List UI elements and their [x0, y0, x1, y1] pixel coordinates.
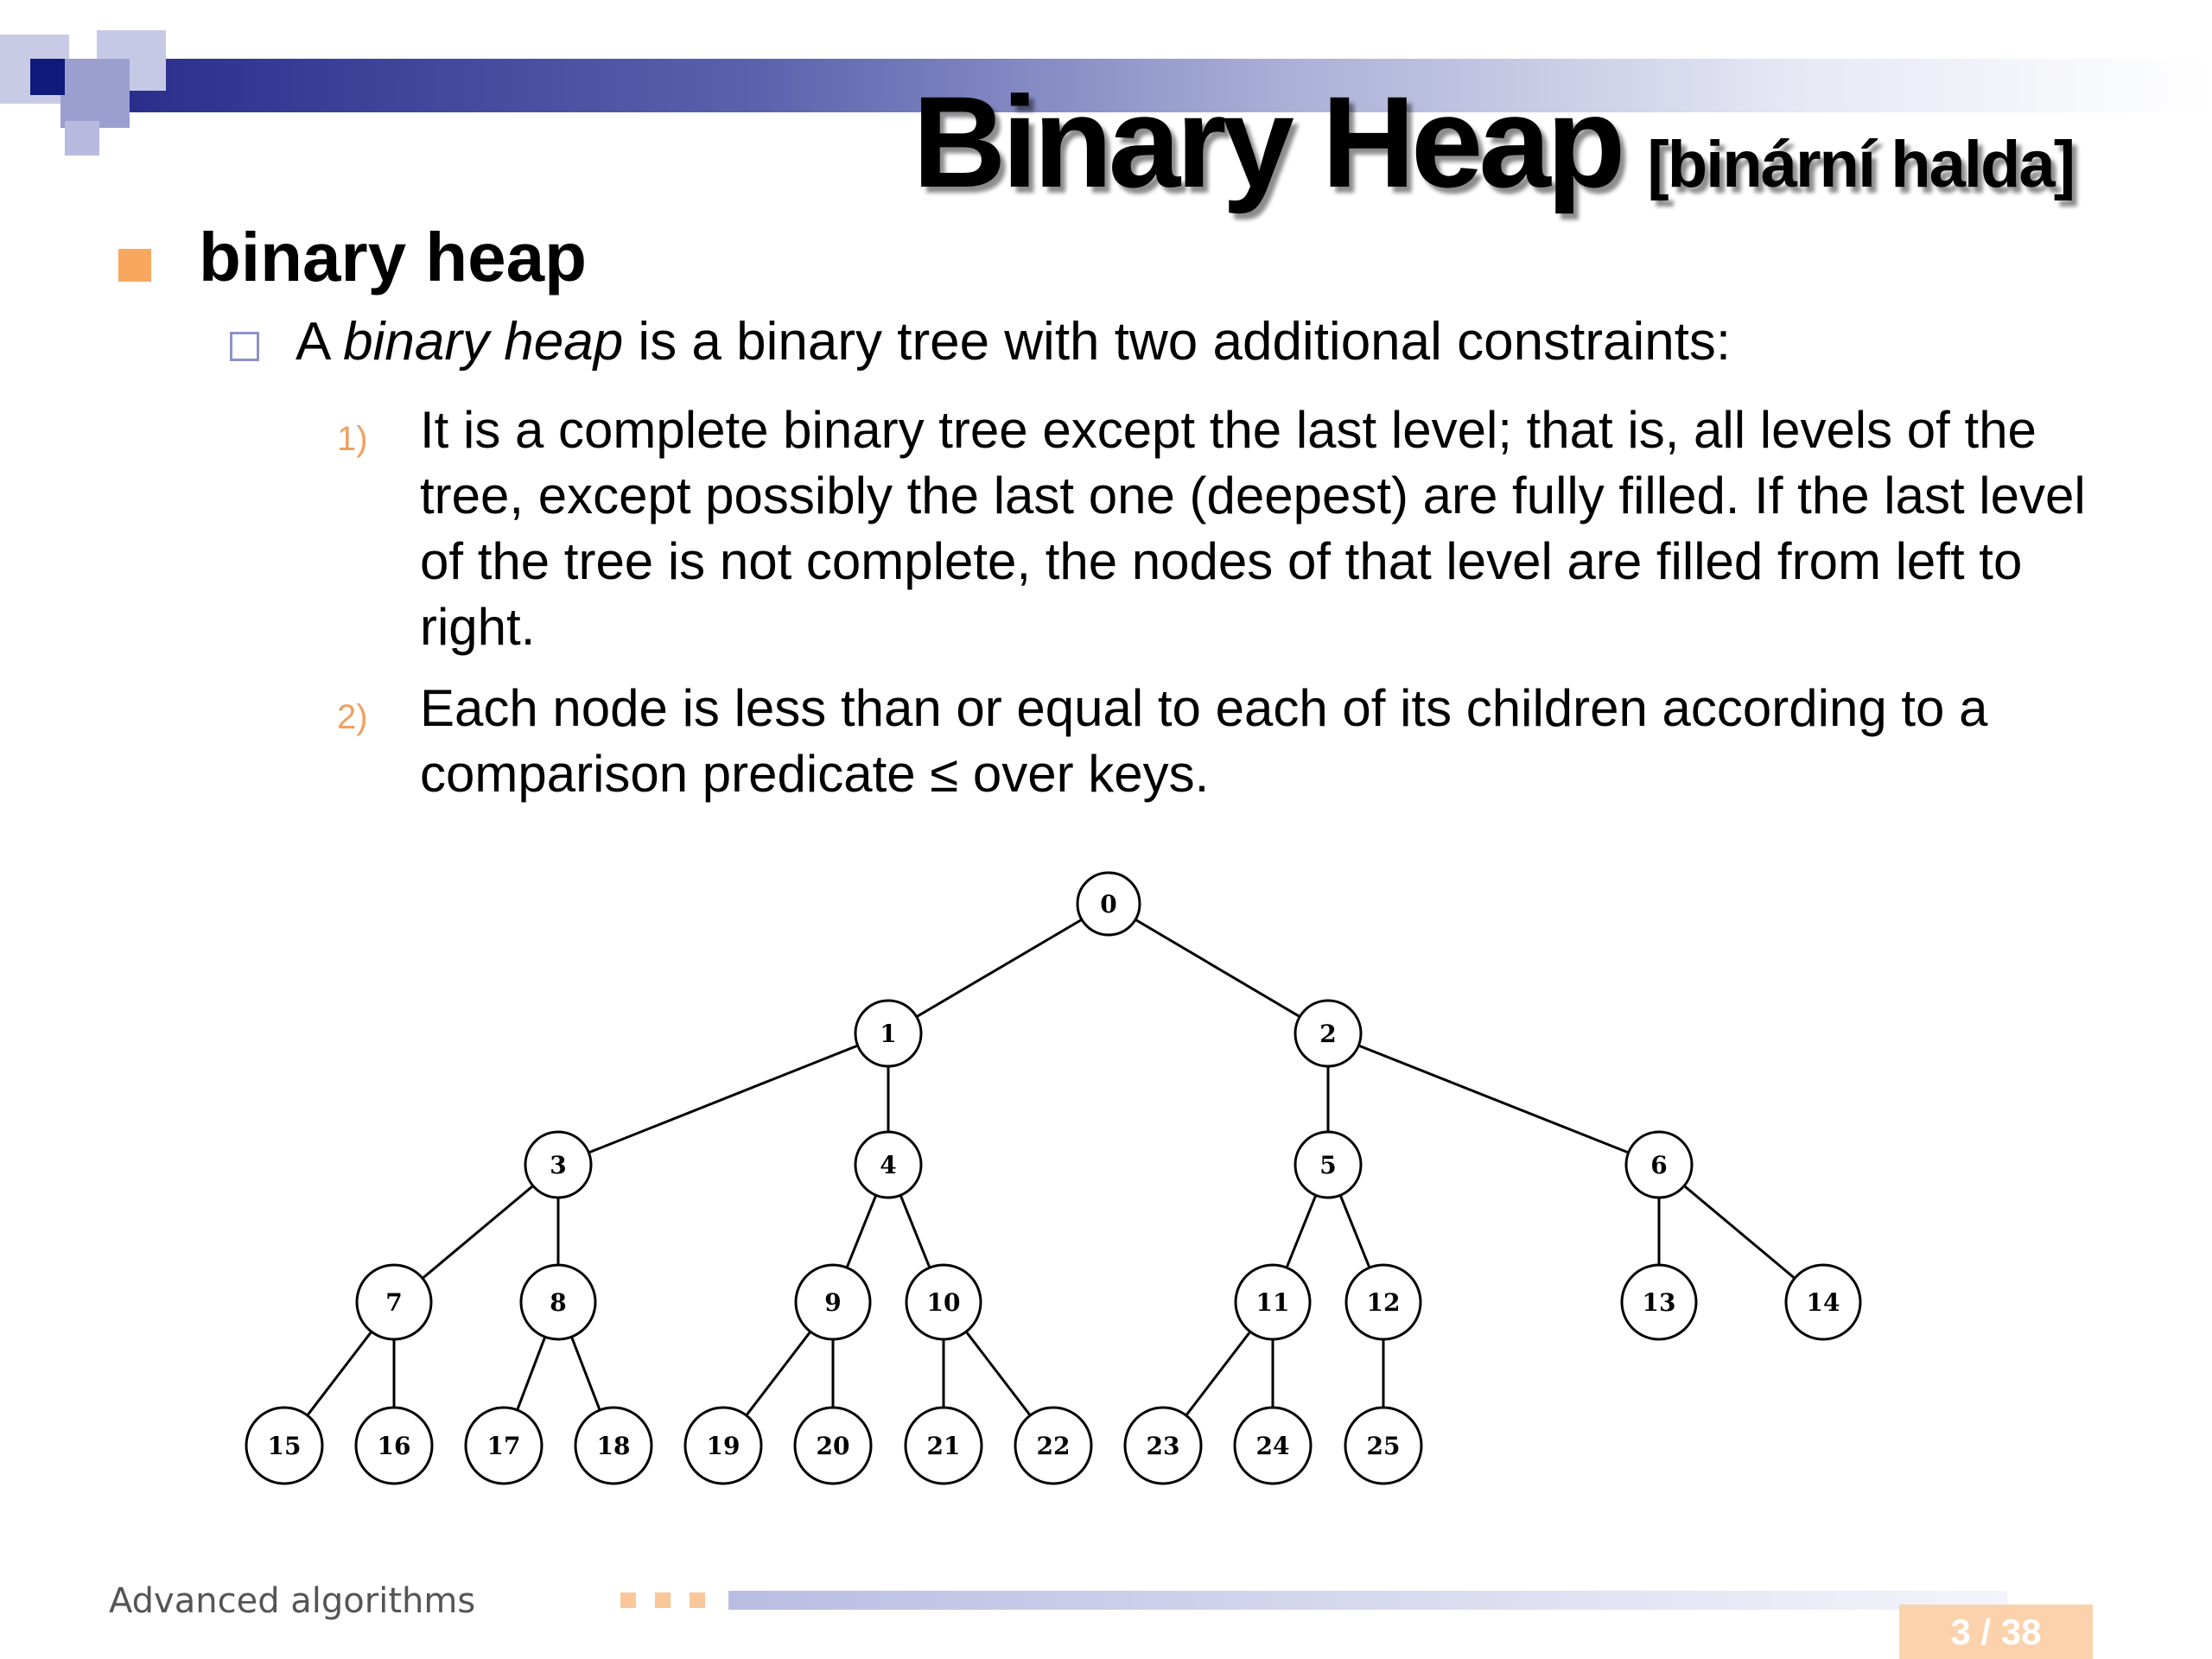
item-number: 2) — [337, 698, 368, 736]
sub-bullet-emphasis: binary heap — [343, 312, 624, 372]
title-subtitle: [binární halda] — [1647, 128, 2074, 201]
sub-bullet-suffix: is a binary tree with two additional constraints: — [623, 312, 1732, 372]
tree-node-label: 6 — [1650, 1151, 1668, 1179]
sub-bullet-marker — [230, 332, 259, 361]
tree-node-label: 12 — [1366, 1288, 1401, 1317]
tree-edge — [1109, 904, 1328, 1033]
tree-node-label: 23 — [1146, 1432, 1180, 1460]
page-number: 3 / 38 — [1899, 1605, 2093, 1659]
tree-node-label: 4 — [880, 1151, 897, 1179]
tree-node — [1626, 1132, 1692, 1198]
tree-node — [1236, 1265, 1310, 1339]
tree-node — [1786, 1265, 1860, 1339]
bullet-square-marker — [118, 249, 151, 282]
sub-bullet-text — [296, 311, 1731, 372]
footer-deco-square — [620, 1592, 636, 1608]
tree-node — [1125, 1408, 1201, 1484]
tree-node — [525, 1132, 591, 1198]
tree-node — [356, 1408, 432, 1484]
list-item-text: Each node is less than or equal to each of its children according to a comparison predicate ≤ over keys. — [420, 679, 1988, 803]
tree-node-label: 11 — [1255, 1288, 1290, 1317]
tree-edge — [558, 1033, 888, 1165]
tree-node — [466, 1408, 542, 1484]
tree-node-label: 16 — [377, 1432, 411, 1460]
tree-node-label: 25 — [1366, 1432, 1401, 1460]
tree-node — [1077, 873, 1140, 935]
tree-node — [855, 1001, 921, 1066]
bullet-heading: binary heap — [199, 219, 588, 296]
tree-node-label: 0 — [1100, 890, 1117, 918]
tree-node — [521, 1265, 595, 1339]
tree-node-label: 5 — [1319, 1151, 1337, 1179]
sub-bullet-prefix: A — [296, 312, 344, 372]
tree-node-label: 22 — [1036, 1432, 1071, 1460]
tree-node — [575, 1408, 652, 1484]
tree-node — [795, 1408, 871, 1484]
tree-node-label: 1 — [880, 1020, 897, 1048]
item-number: 1) — [337, 420, 368, 458]
header-deco-square — [30, 59, 65, 95]
title-main: Binary Heap — [912, 69, 1622, 214]
tree-node-label: 7 — [385, 1288, 403, 1317]
tree-node — [906, 1408, 982, 1484]
tree-node-label: 18 — [596, 1432, 631, 1460]
tree-node-label: 9 — [824, 1288, 842, 1317]
footer-gradient-bar — [728, 1591, 2007, 1610]
tree-node — [855, 1132, 921, 1198]
footer-course-name: Advanced algorithms — [109, 1581, 476, 1621]
tree-node-label: 19 — [706, 1432, 741, 1460]
tree-node — [1015, 1408, 1091, 1484]
tree-node-label: 13 — [1642, 1288, 1676, 1317]
tree-node — [1295, 1132, 1361, 1198]
tree-node-label: 15 — [267, 1432, 302, 1460]
tree-node — [357, 1265, 431, 1339]
tree-edge — [1328, 1033, 1659, 1165]
tree-node-label: 10 — [926, 1288, 961, 1317]
tree-node-label: 14 — [1806, 1288, 1840, 1317]
tree-node — [906, 1265, 981, 1339]
tree-node-label: 17 — [486, 1432, 521, 1460]
tree-node-label: 2 — [1319, 1020, 1337, 1048]
tree-node — [1345, 1408, 1421, 1484]
tree-node — [1295, 1001, 1361, 1066]
tree-node-label: 3 — [550, 1151, 567, 1179]
tree-node — [246, 1408, 322, 1484]
list-item-text: It is a complete binary tree except the last level; that is, all levels of the tree, except possibly the last one (deepest) are fully filled. If the last level of the tree is not complete, the nodes of that level are filled from left to right. — [420, 401, 2086, 656]
header-deco-square — [65, 121, 99, 156]
tree-node-label: 21 — [926, 1432, 961, 1460]
binary-heap-tree-diagram — [0, 847, 2212, 1503]
header-deco-square — [60, 59, 130, 128]
tree-node — [1235, 1408, 1311, 1484]
footer-deco-square — [690, 1592, 705, 1608]
tree-node-label: 24 — [1255, 1432, 1290, 1460]
slide-title — [912, 67, 2074, 217]
tree-node-label: 20 — [816, 1432, 850, 1460]
tree-node-label: 8 — [550, 1288, 567, 1317]
tree-edge — [888, 904, 1109, 1033]
tree-node — [796, 1265, 870, 1339]
footer-deco-square — [655, 1592, 671, 1608]
tree-node — [685, 1408, 761, 1484]
tree-node — [1622, 1265, 1696, 1339]
tree-node — [1346, 1265, 1421, 1339]
